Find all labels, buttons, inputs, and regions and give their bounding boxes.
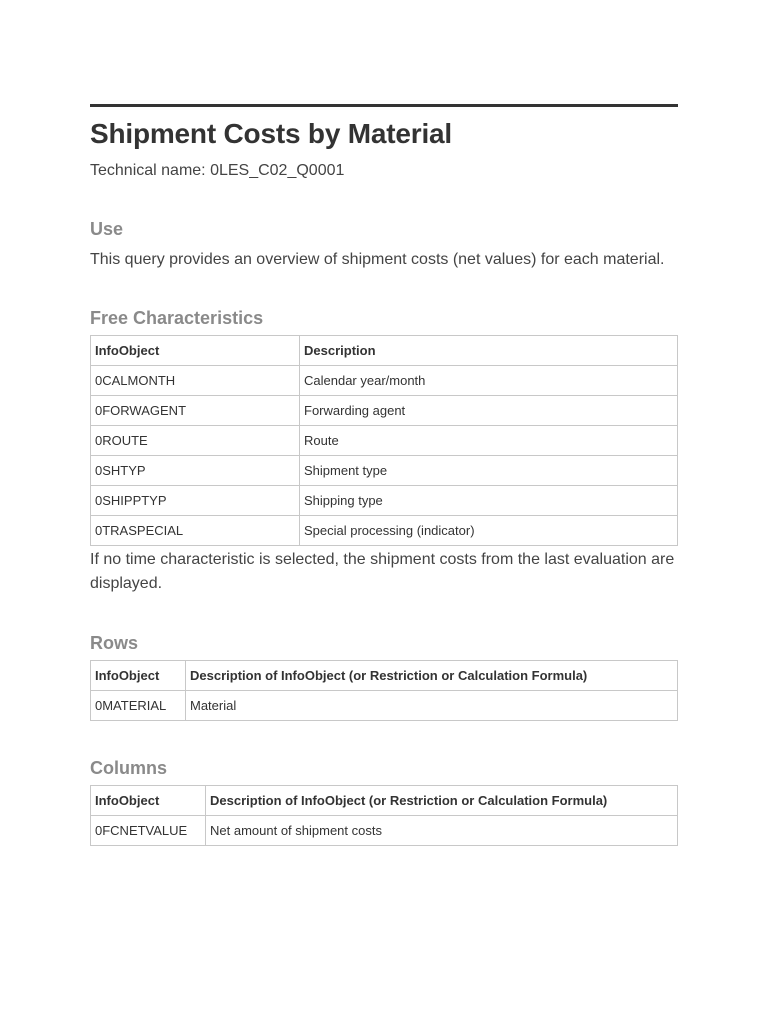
table-row — [91, 456, 678, 486]
section-heading-free-characteristics: Free Characteristics — [90, 308, 264, 328]
table-header-row — [91, 661, 678, 691]
description-cell: Net amount of shipment costs — [206, 816, 678, 846]
technical-name: Technical name: 0LES_C02_Q0001 — [90, 162, 345, 179]
description-cell: Forwarding agent — [300, 396, 678, 426]
table-row — [91, 366, 678, 396]
columns-table — [90, 785, 678, 846]
infoobject-cell: 0FCNETVALUE — [91, 816, 206, 846]
use-description: This query provides an overview of shipment costs (net values) for each material. — [90, 251, 665, 268]
infoobject-cell: 0SHIPPTYP — [91, 486, 300, 516]
column-header: InfoObject — [91, 661, 186, 691]
description-cell: Route — [300, 426, 678, 456]
table-row — [91, 516, 678, 546]
section-heading-rows: Rows — [90, 633, 139, 653]
table-row — [91, 426, 678, 456]
table-row — [91, 486, 678, 516]
table-header-row — [91, 336, 678, 366]
description-cell: Calendar year/month — [300, 366, 678, 396]
column-header: Description of InfoObject (or Restriction or Calculation Formula) — [186, 661, 678, 691]
infoobject-cell: 0ROUTE — [91, 426, 300, 456]
rows-table — [90, 660, 678, 721]
infoobject-cell: 0TRASPECIAL — [91, 516, 300, 546]
document-page — [90, 104, 678, 846]
infoobject-cell: 0CALMONTH — [91, 366, 300, 396]
column-header: Description — [300, 336, 678, 366]
description-cell: Material — [186, 691, 678, 721]
section-heading-columns: Columns — [90, 758, 168, 778]
description-cell: Shipment type — [300, 456, 678, 486]
table-header-row — [91, 786, 678, 816]
table-row — [91, 691, 678, 721]
column-header: InfoObject — [91, 786, 206, 816]
table-row — [91, 816, 678, 846]
table-row — [91, 396, 678, 426]
column-header: InfoObject — [91, 336, 300, 366]
description-cell: Shipping type — [300, 486, 678, 516]
infoobject-cell: 0FORWAGENT — [91, 396, 300, 426]
top-rule — [90, 104, 678, 107]
infoobject-cell: 0MATERIAL — [91, 691, 186, 721]
time-characteristic-note: If no time characteristic is selected, the shipment costs from the last evaluation are displayed. — [90, 551, 675, 592]
page-title: Shipment Costs by Material — [90, 118, 452, 149]
section-heading-use: Use — [90, 219, 124, 239]
column-header: Description of InfoObject (or Restriction or Calculation Formula) — [206, 786, 678, 816]
description-cell: Special processing (indicator) — [300, 516, 678, 546]
infoobject-cell: 0SHTYP — [91, 456, 300, 486]
free-characteristics-table — [90, 335, 678, 546]
